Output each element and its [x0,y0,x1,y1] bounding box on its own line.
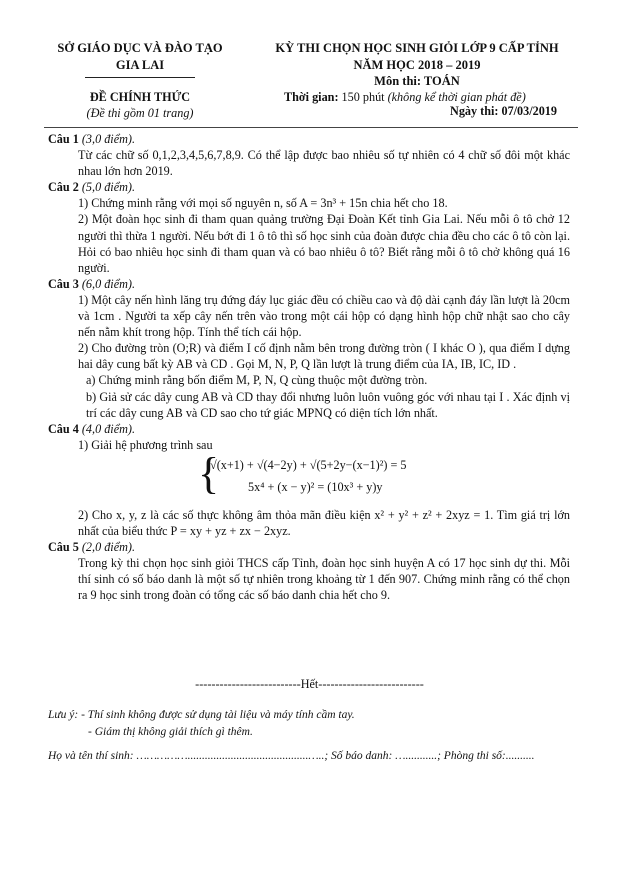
department-province: GIA LAI [115,57,165,72]
question-title: Câu 3 [48,276,79,291]
question-title: Câu 1 [48,132,79,146]
question-points: (4,0 điểm). [81,421,136,436]
pages-note: (Đề thi gồm 01 trang) [86,106,194,121]
exam-date: Ngày thi: 07/03/2019 [450,104,557,118]
brace-symbol: { [198,448,220,498]
header-divider [85,77,195,78]
question-text: 2) Cho đường tròn (O;R) và điểm I cố định nằm bên trong đường tròn ( I khác O ), qua điểm I dựng hai dây cung bất kỳ AB và CD . Gọi M, N, P, Q lần lượt là trung điểm của IA, IB, IC, ID . [78,341,570,372]
time-label: Thời gian: [284,90,339,104]
question-title: Câu 4 [48,421,79,436]
question-text: 2) Một đoàn học sinh đi tham quan quảng trường Đại Đoàn Kết tỉnh Gia Lai. Nếu mỗi ô tô chở 12 người thì thừa 1 người. Nếu bớt đi 1 ô tô thì số học sinh của đoàn được chia đều cho các ô tô còn lại. Hỏi có bao nhiêu học sinh đi tham quan và có bao nhiêu ô tô? Biết rằng mỗi ô tô chở không quá 16 người. [78,212,570,275]
subject-label: Môn thi: TOÁN [374,74,460,88]
time-value: 150 phút [341,90,385,104]
department-name: SỞ GIÁO DỤC VÀ ĐÀO TẠO [57,41,223,55]
question-text: 1) Giải hệ phương trình sau [78,437,213,452]
question-text: 2) Cho x, y, z là các số thực không âm thỏa mãn điều kiện x² + y² + z² + 2xyz = 1. Tìm giá trị lớn nhất của biểu thức P = xy + yz + zx − 2xyz. [78,507,570,538]
time-note: (không kể thời gian phát đề) [387,90,526,104]
question-text: 1) Chứng minh rằng với mọi số nguyên n, số A = 3n³ + 15n chia hết cho 18. [78,196,448,211]
note-line: - Giám thị không giải thích gì thêm. [88,725,253,738]
note-line: Lưu ý: - Thí sinh không được sử dụng tài liệu và máy tính cầm tay. [48,709,355,721]
school-year: NĂM HỌC 2018 – 2019 [353,57,481,72]
question-points: (5,0 điểm). [81,180,136,195]
equation-1: √(x+1) + √(4−2y) + √(5+2y−(x−1)²) = 5 [210,457,407,472]
question-text: 1) Một cây nến hình lăng trụ đứng đáy lục giác đều có chiều cao và độ dài cạnh đáy lần lượt là 20cm và 1cm . Người ta xếp cây nến trên vào trong một cái hộp có dạng hình hộp chữ nhật sao cho cây nến nằm khít trong hộp. Tính thể tích cái hộp. [78,292,570,340]
question-subpart: a) Chứng minh rằng bốn điểm M, P, N, Q cùng thuộc một đường tròn. [86,373,428,388]
question-points: (6,0 điểm). [81,276,136,291]
department-header [40,40,240,78]
question-5 [48,539,570,603]
question-4 [48,421,570,539]
exam-body [48,131,570,603]
exam-header [252,40,582,90]
notes [48,707,355,740]
end-mark: --------------------------Hết-------------------------- [195,677,424,691]
question-title: Câu 2 [48,180,79,195]
question-text: Trong kỳ thi chọn học sinh giỏi THCS cấp Tỉnh, đoàn học sinh huyện A có 17 học sinh dự thi. Mỗi thí sinh có số báo danh là một số tự nhiên trong khoảng từ 1 đến 907. Chứng minh rằng có thể chọn ra 9 học sinh trong đoàn có tổng các số báo danh chia hết cho 9. [78,556,570,603]
question-title: Câu 5 [48,540,79,555]
equation-system [198,448,570,501]
exam-title: KỲ THI CHỌN HỌC SINH GIỎI LỚP 9 CẤP TỈNH [275,41,559,55]
question-text: Từ các chữ số 0,1,2,3,4,5,6,7,8,9. Có thể lập được bao nhiêu số tự nhiên có 4 chữ số đôi một khác nhau lớn hơn 2019. [78,148,570,179]
official-block [40,89,240,121]
separator-line [44,127,578,128]
candidate-info-line: Họ và tên thí sinh: ……………..........................................…..; Số báo danh: …...........; Phòng thi số:.......... [48,750,535,762]
question-points: (3,0 điểm). [81,132,136,146]
question-3 [48,276,570,421]
question-1 [48,131,570,179]
question-subpart: b) Giả sử các dây cung AB và CD thay đổi nhưng luôn luôn vuông góc với nhau tại I . Xác định vị trí các dây cung AB và CD sao cho tứ giác MPNQ có diện tích lớn nhất. [86,389,570,420]
official-stamp: ĐỀ CHÍNH THỨC [89,90,191,104]
question-2 [48,179,570,276]
equation-2: 5x⁴ + (x − y)² = (10x³ + y)y [248,479,383,494]
question-points: (2,0 điểm). [81,540,136,555]
